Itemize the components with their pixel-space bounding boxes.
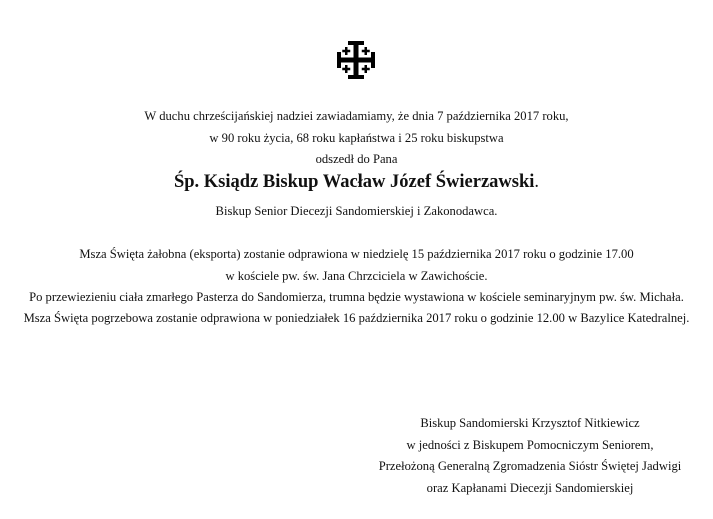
jerusalem-cross-icon	[336, 40, 376, 80]
deceased-name-text: Śp. Ksiądz Biskup Wacław Józef Świerzawski	[173, 172, 535, 192]
deceased-title: Biskup Senior Diecezji Sandomierskiej i Zakonodawca.	[215, 204, 498, 218]
announcement-line-1: W duchu chrześcijańskiej nadziei zawiadamiamy, że dnia 7 października 2017 roku,	[144, 109, 569, 123]
announcement-line-3: odszedł do Pana	[315, 152, 398, 166]
deceased-name	[0, 172, 713, 193]
announcement-line-2: w 90 roku życia, 68 roku kapłaństwa i 25 roku biskupstwa	[209, 131, 504, 145]
schedule-line-3: Po przewiezieniu ciała zmarłego Pasterza do Sandomierza, trumna będzie wystawiona w kościele seminaryjnym pw. św. Michała.	[29, 290, 684, 304]
signature-line-4: oraz Kapłanami Diecezji Sandomierskiej	[426, 481, 634, 495]
schedule-line-4: Msza Święta pogrzebowa zostanie odprawiona w poniedziałek 16 października 2017 roku o godzinie 12.00 w Bazylice Katedralnej.	[23, 311, 690, 325]
signature-line-3: Przełożoną Generalną Zgromadzenia Sióstr Świętej Jadwigi	[378, 459, 682, 473]
signature-line-2: w jedności z Biskupem Pomocniczym Seniorem,	[406, 438, 654, 452]
deceased-name-period: .	[534, 172, 540, 192]
schedule-line-1: Msza Święta żałobna (eksporta) zostanie odprawiona w niedzielę 15 października 2017 roku o godzinie 17.00	[79, 247, 634, 261]
signature-line-1: Biskup Sandomierski Krzysztof Nitkiewicz	[420, 416, 640, 430]
schedule-line-2: w kościele pw. św. Jana Chrzciciela w Zawichoście.	[225, 269, 488, 283]
